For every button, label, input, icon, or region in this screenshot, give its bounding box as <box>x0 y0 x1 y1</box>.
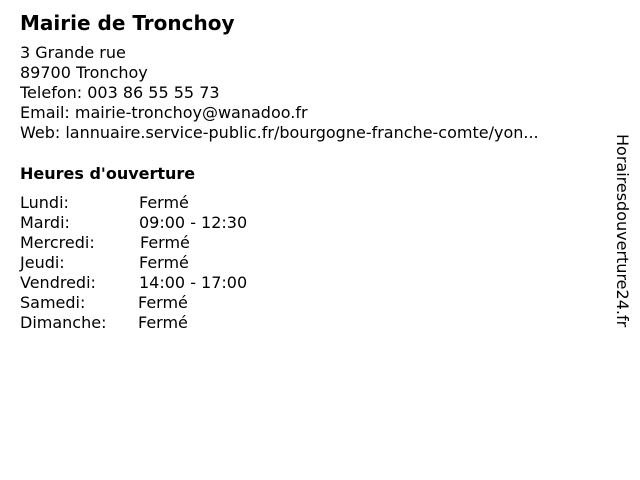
day-hours: Fermé <box>139 193 189 212</box>
address-block <box>20 43 539 143</box>
day-hours: 14:00 - 17:00 <box>139 273 248 292</box>
street-address: 3 Grande rue <box>20 43 126 62</box>
website-url: Web: lannuaire.service-public.fr/bourgogne-franche-comte/yon... <box>20 123 539 142</box>
email-address: Email: mairie-tronchoy@wanadoo.fr <box>20 103 308 122</box>
day-label: Dimanche: <box>20 313 107 332</box>
site-watermark: Horairesdouverture24.fr <box>613 134 632 328</box>
day-label: Samedi: <box>20 293 86 312</box>
day-hours: Fermé <box>140 233 190 252</box>
day-label: Jeudi: <box>20 253 65 272</box>
phone-number: Telefon: 003 86 55 55 73 <box>20 83 220 102</box>
city: 89700 Tronchoy <box>20 63 148 82</box>
day-label: Mardi: <box>20 213 70 232</box>
day-label: Vendredi: <box>20 273 96 292</box>
day-hours: Fermé <box>138 313 188 332</box>
business-name: Mairie de Tronchoy <box>20 11 235 35</box>
day-label: Mercredi: <box>20 233 95 252</box>
day-hours: Fermé <box>139 253 189 272</box>
day-hours: 09:00 - 12:30 <box>139 213 248 232</box>
opening-hours-heading: Heures d'ouverture <box>20 164 196 183</box>
day-hours: Fermé <box>138 293 188 312</box>
day-label: Lundi: <box>20 193 69 212</box>
